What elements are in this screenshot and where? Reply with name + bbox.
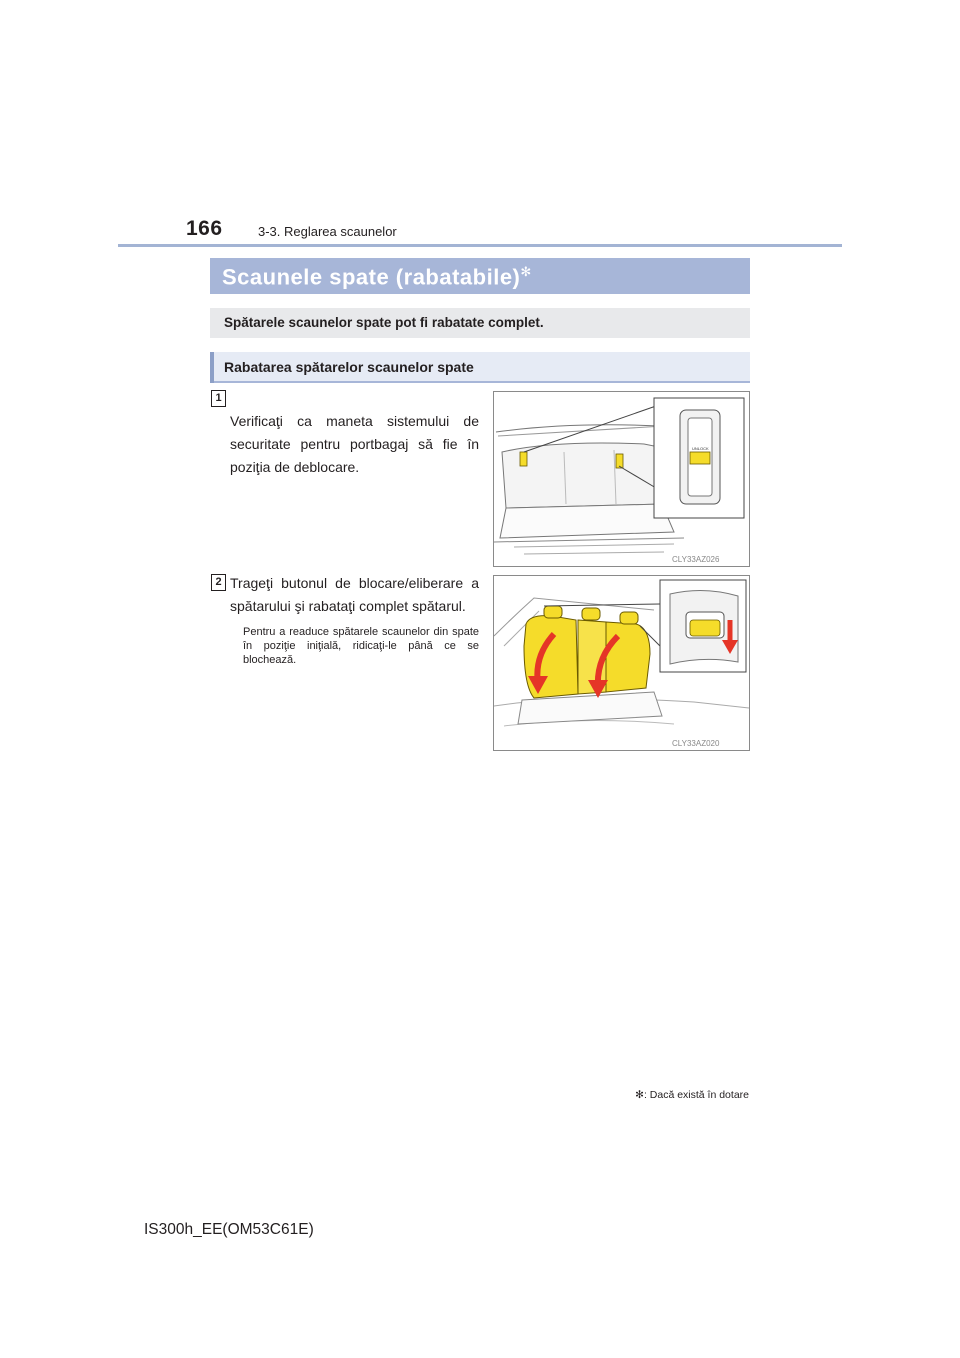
step-1-text: Verificaţi ca maneta sistemului de securitate pentru portbagaj să fie în poziţia de deblocare. [230,413,479,475]
subheading-text: Rabatarea spătarelor scaunelor spate [224,359,474,375]
footnote [635,1089,749,1101]
intro-box [210,308,750,338]
trunk-illustration [493,391,750,567]
seat-illustration [493,575,750,751]
section-title: 3-3. Reglarea scaunelor [258,224,397,239]
page-title-text: Scaunele spate (rabatabile) [222,264,521,290]
step-2-note: Pentru a readuce spătarele scaunelor din spate în poziţie iniţială, ridicaţi-le până ce se blochează. [243,626,479,666]
seat-drawing [494,576,749,750]
asterisk-icon: ✻ [635,1089,644,1101]
title-bar [210,258,750,294]
asterisk-icon: ✻ [520,264,532,279]
footnote-text: : Dacă există în dotare [643,1089,749,1101]
trunk-drawing [494,392,749,566]
subheading [210,352,750,383]
step-number-2: 2 [211,574,226,591]
unlock-label: UNLOCK [692,446,709,451]
image-code-1: CLY33AZ026 [672,555,720,564]
subheading-accent [210,352,214,383]
page-title [222,264,532,290]
header-rule [118,244,842,247]
step-2-text: Trageţi butonul de blocare/eliberare a spătarului şi rabataţi complet spătarul. [230,575,479,614]
page-number: 166 [186,217,223,240]
footer-model-code: IS300h_EE(OM53C61E) [144,1221,314,1238]
step-number-1: 1 [211,390,226,407]
intro-text: Spătarele scaunelor spate pot fi rabatate complet. [224,315,544,330]
image-code-2: CLY33AZ020 [672,739,720,748]
